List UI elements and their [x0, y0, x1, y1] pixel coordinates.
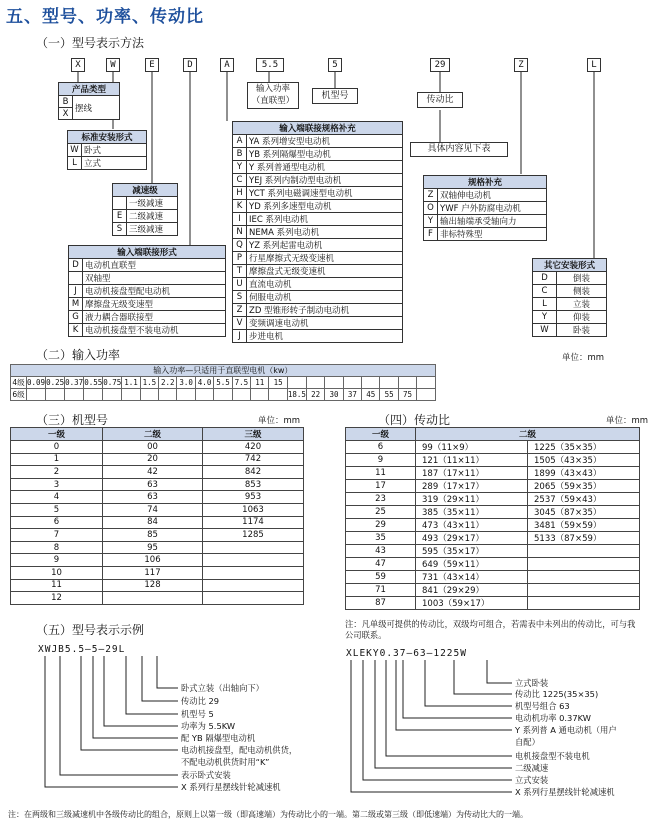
power-cell: [398, 377, 416, 389]
table-cell: 1225（35×35）: [528, 441, 640, 454]
table-row: [346, 493, 640, 506]
power-cell: [251, 389, 269, 401]
table-cell: 11: [11, 579, 103, 592]
section-4-unit: 单位：mm: [606, 416, 649, 426]
table-cell: 2065（59×35）: [528, 480, 640, 493]
table-cell: 42: [103, 466, 203, 479]
table-cell: 74: [103, 503, 203, 516]
ratio-note: 注：凡单级可提供的传动比，双级均可组合，若需表中未列出的传动比，可与我公司联系。: [345, 619, 636, 640]
power-cell: [362, 377, 380, 389]
table-cell: 128: [103, 579, 203, 592]
table-cell: 25: [346, 506, 416, 519]
table-cell: [203, 579, 304, 592]
table-cell: 71: [346, 584, 416, 597]
transmission-ratio-table: 一级 二级 6 99（11×9） 1225（35×35） 9 121（11×11） 1505（43×35） 11 187（17×11） 1899（43×43） 17 289（17×17） 2065（59×35） 23 319（29×11） 2537（59×43） 25 385（35×11） 3045（87×35） 29 473（43×11） 3481（59×59） 35 493（29×17） 5133（87×59） 43 595（35×17） 47 649（59×11） 59 731（43×14） 71 841（29×29） 87 1003（59×17）: [345, 427, 640, 610]
ex1-label-3: 功率为 5.5KW: [181, 721, 236, 731]
table-cell: 11: [346, 467, 416, 480]
ex1-label-6: 不配电动机供货时用“K”: [181, 757, 270, 767]
page-title: 五、型号、功率、传动比: [6, 7, 204, 27]
table-cell: 3: [11, 478, 103, 491]
table-cell: [528, 558, 640, 571]
table-cell: 187（17×11）: [416, 467, 528, 480]
table-row: [346, 584, 640, 597]
power-cell: [140, 389, 158, 401]
ex1-label-1: 传动比 29: [181, 696, 220, 706]
table-cell: 6: [11, 516, 103, 529]
table-cell: 9: [11, 554, 103, 567]
table-cell: 3481（59×59）: [528, 519, 640, 532]
table-row: [11, 441, 304, 454]
power-cell: [103, 389, 122, 401]
ex2-label-9: X 系列行星摆线针轮减速机: [515, 787, 615, 797]
example-2-code: XLEKY0.37—63—1225W: [346, 648, 467, 659]
table-row: [346, 545, 640, 558]
table-cell: 17: [346, 480, 416, 493]
power-cell: [306, 377, 324, 389]
power-cell: 3.0: [177, 377, 195, 389]
ex1-label-0: 卧式立装（出轴向下）: [181, 683, 264, 693]
table-cell: 1174: [203, 516, 304, 529]
table-cell: 00: [103, 441, 203, 454]
table-row: [346, 597, 640, 610]
code-letter-e: E: [145, 58, 159, 72]
standard-install-table: 标准安装形式 W 卧式 L 立式: [67, 130, 147, 170]
power-cell: [214, 389, 232, 401]
ex2-label-2: 机型号组合 63: [515, 701, 570, 711]
code-letter-z: Z: [514, 58, 528, 72]
code-letter-l: L: [587, 58, 601, 72]
power-cell: [84, 389, 103, 401]
code-letter-x: X: [71, 58, 85, 72]
code-letter-power: 5.5: [256, 58, 284, 72]
table-cell: 289（17×17）: [416, 480, 528, 493]
table-cell: 5133（87×59）: [528, 532, 640, 545]
power-cell: [287, 377, 306, 389]
table-cell: 493（29×17）: [416, 532, 528, 545]
table-row: [346, 441, 640, 454]
table-cell: 0: [11, 441, 103, 454]
ex1-label-2: 机型号 5: [181, 709, 214, 719]
table-cell: 63: [103, 491, 203, 504]
table-row: [11, 541, 304, 554]
table-row: [346, 454, 640, 467]
table-cell: 2: [11, 466, 103, 479]
power-cell: [27, 389, 46, 401]
section-4-heading: （四）传动比: [378, 413, 451, 427]
table-cell: 6: [346, 441, 416, 454]
ex2-label-8: 立式安装: [515, 775, 549, 785]
table-cell: 85: [103, 529, 203, 542]
table-row: [11, 453, 304, 466]
table-cell: 35: [346, 532, 416, 545]
power-cell: 45: [362, 389, 380, 401]
product-type-table: 产品类型 B 摆线 X: [58, 82, 120, 120]
power-cell: 1.5: [140, 377, 158, 389]
power-cell: 0.25: [46, 378, 65, 387]
table-cell: 9: [346, 454, 416, 467]
ex2-label-0: 立式卧装: [515, 678, 549, 688]
power-cell: [177, 389, 195, 401]
ex2-label-3: 电动机功率 0.37KW: [515, 713, 591, 723]
table-cell: 8: [11, 541, 103, 554]
ex1-label-8: X 系列行星摆线针轮减速机: [181, 782, 281, 792]
power-cell: 5.5: [214, 377, 232, 389]
power-cell: [232, 389, 250, 401]
power-cell: 18.5: [287, 390, 306, 399]
power-cell: [417, 389, 435, 401]
table-cell: 84: [103, 516, 203, 529]
table-row: [11, 478, 304, 491]
footer-note: 注：在两级和三级减速机中各级传动比的组合，原则上以第一级（即高速端）为传动比小的一端。第二级或第三级（即低速端）为传动比大的一端。: [8, 810, 528, 819]
table-cell: 1505（43×35）: [528, 454, 640, 467]
power-cell: [195, 389, 213, 401]
table-row: [11, 566, 304, 579]
section-2-heading: （二）输入功率: [36, 348, 121, 362]
table-cell: 1285: [203, 529, 304, 542]
table-cell: 3045（87×35）: [528, 506, 640, 519]
ex1-label-5: 电动机接盘型，配电动机供货，: [181, 745, 298, 755]
spec-supplement-table: 规格补充 Z 双轴伸电动机 O YWF 户外防腐电动机 Y 输出轴端承受轴向力 F 非标特殊型: [423, 175, 547, 241]
ex2-label-4: Y 系列普 A 通电动机（用户: [515, 725, 617, 735]
table-row: [346, 467, 640, 480]
table-cell: 1003（59×17）: [416, 597, 528, 610]
table-cell: 4: [11, 491, 103, 504]
power-cell: [65, 389, 84, 401]
table-row: [346, 480, 640, 493]
power-cell: [46, 389, 65, 401]
table-cell: 12: [11, 592, 103, 605]
table-cell: 385（35×11）: [416, 506, 528, 519]
table-cell: [203, 554, 304, 567]
code-letter-frame: 5: [328, 58, 342, 72]
power-cell: 2.2: [159, 377, 177, 389]
table-row: [346, 519, 640, 532]
table-cell: [528, 584, 640, 597]
code-letter-ratio: 29: [430, 58, 450, 72]
table-cell: 842: [203, 466, 304, 479]
table-cell: 43: [346, 545, 416, 558]
ex2-label-7: 二级减速: [515, 763, 549, 773]
ex1-label-7: 表示卧式安装: [181, 770, 231, 780]
table-cell: 121（11×11）: [416, 454, 528, 467]
code-letter-a: A: [220, 58, 234, 72]
table-cell: [103, 592, 203, 605]
power-cell: 11: [251, 377, 269, 389]
power-cell: [159, 389, 177, 401]
table-cell: 117: [103, 566, 203, 579]
power-cell: 0.37: [65, 378, 84, 387]
detail-see-below-box: 具体内容见下表: [410, 142, 508, 157]
ex2-label-5: 自配）: [515, 737, 540, 747]
table-cell: 106: [103, 554, 203, 567]
table-cell: [528, 571, 640, 584]
power-cell: 55: [380, 389, 398, 401]
table-cell: 23: [346, 493, 416, 506]
table-cell: 473（43×11）: [416, 519, 528, 532]
connection-spec-table: 输入端联接规格补充 A YA 系列增安型电动机 B YB 系列隔爆型电动机 Y Y 系列普通型电动机 C YEJ 系列内制动型电动机 H YCT 系列电磁调速型电动机 K YD 系列多速型电动机 I IEC 系列电动机 N NEMA 系列电动机 Q YZ 系列起雷电动机 P 行星摩擦式无级变速机 T 摩擦盘式无级变速机 U 直流电动机 S 伺服电动机 Z ZD 型锥形转子制动电动机 V 变频调速电动机 J 步进电机: [232, 121, 403, 343]
power-cell: 0.09: [27, 378, 46, 387]
power-cell: 0.75: [103, 378, 122, 387]
table-cell: 1063: [203, 503, 304, 516]
table-cell: [528, 597, 640, 610]
table-cell: 99（11×9）: [416, 441, 528, 454]
section-2-unit: 单位：mm: [562, 353, 605, 363]
example-1-code: XWJB5.5—5—29L: [38, 644, 126, 655]
frame-number-box: 机型号: [312, 88, 358, 104]
table-cell: 47: [346, 558, 416, 571]
code-letter-d: D: [183, 58, 197, 72]
table-row: [346, 558, 640, 571]
table-row: [346, 506, 640, 519]
table-cell: 63: [103, 478, 203, 491]
power-cell: 1.1: [122, 377, 140, 389]
input-connection-table: 输入端联接形式 D 电动机直联型 双轴型 J 电动机接盘型配电动机 M 摩擦盘无级变速型 G 液力耦合器联接型 K 电动机接盘型不装电动机: [68, 245, 226, 337]
section-1-heading: （一）型号表示方法: [36, 36, 145, 50]
power-cell: [343, 377, 361, 389]
power-cell: [325, 377, 343, 389]
power-cell: [417, 377, 435, 389]
power-cell: [380, 377, 398, 389]
ratio-box: 传动比: [417, 92, 463, 108]
table-row: [11, 592, 304, 605]
table-cell: 59: [346, 571, 416, 584]
table-cell: 319（29×11）: [416, 493, 528, 506]
other-install-table: 其它安装形式 D 倒装 C 侧装 L 立装 Y 仰装 W 卧装: [532, 258, 607, 337]
table-row: [11, 491, 304, 504]
power-cell: 22: [306, 389, 324, 401]
table-row: [346, 571, 640, 584]
table-cell: 731（43×14）: [416, 571, 528, 584]
table-row: [11, 579, 304, 592]
table-row: [11, 503, 304, 516]
ex1-label-4: 配 YB 隔爆型电动机: [181, 733, 256, 743]
power-cell: 15: [269, 377, 287, 389]
table-cell: 2537（59×43）: [528, 493, 640, 506]
table-cell: 1: [11, 453, 103, 466]
table-cell: 420: [203, 441, 304, 454]
ex2-label-1: 传动比 1225(35×35): [515, 689, 599, 699]
table-row: [11, 516, 304, 529]
table-cell: 853: [203, 478, 304, 491]
reducer-stage-table: 减速级 一级减速 E 二级减速 S 三级减速: [112, 183, 178, 236]
table-cell: [528, 545, 640, 558]
table-cell: [203, 566, 304, 579]
section-5-heading: （五）型号表示示例: [36, 623, 145, 637]
input-power-box: 输入功率 （直联型）: [247, 82, 299, 109]
table-cell: 742: [203, 453, 304, 466]
table-cell: 1899（43×43）: [528, 467, 640, 480]
table-cell: 10: [11, 566, 103, 579]
power-cell: 7.5: [232, 377, 250, 389]
table-cell: 7: [11, 529, 103, 542]
power-cell: 37: [343, 389, 361, 401]
input-power-table: 输入功率—只适用于直联型电机（kw） 4级 0.09 0.25 0.37 0.55 0.75 1.1 1.5 2.2 3.0 4.0 5.5 7.5 11 15 6级 18.5 22 30 37 45 55 75: [10, 364, 436, 401]
ex2-label-6: 电机接盘型不装电机: [515, 751, 590, 761]
table-cell: 29: [346, 519, 416, 532]
power-cell: 75: [398, 389, 416, 401]
power-cell: 0.55: [84, 378, 103, 387]
table-cell: 841（29×29）: [416, 584, 528, 597]
code-letter-w: W: [106, 58, 120, 72]
power-cell: 30: [325, 389, 343, 401]
table-row: [11, 466, 304, 479]
table-cell: 87: [346, 597, 416, 610]
frame-number-table: 一级 二级 三级 0 00 420 1 20 742 2 42 842 3 63 853 4 63 953 5 74 1063 6 84 1174 7 85 1285 8 95 9 106 10 117 11 128 12: [10, 427, 304, 605]
table-cell: [203, 541, 304, 554]
table-cell: 595（35×17）: [416, 545, 528, 558]
table-row: [11, 529, 304, 542]
power-cell: [122, 389, 140, 401]
table-cell: 95: [103, 541, 203, 554]
table-cell: 953: [203, 491, 304, 504]
table-cell: 649（59×11）: [416, 558, 528, 571]
section-3-unit: 单位：mm: [258, 416, 301, 426]
power-cell: [269, 389, 287, 401]
power-cell: 4.0: [195, 377, 213, 389]
table-cell: 20: [103, 453, 203, 466]
table-cell: 5: [11, 503, 103, 516]
table-row: [346, 532, 640, 545]
section-3-heading: （三）机型号: [36, 413, 109, 427]
table-cell: [203, 592, 304, 605]
table-row: [11, 554, 304, 567]
